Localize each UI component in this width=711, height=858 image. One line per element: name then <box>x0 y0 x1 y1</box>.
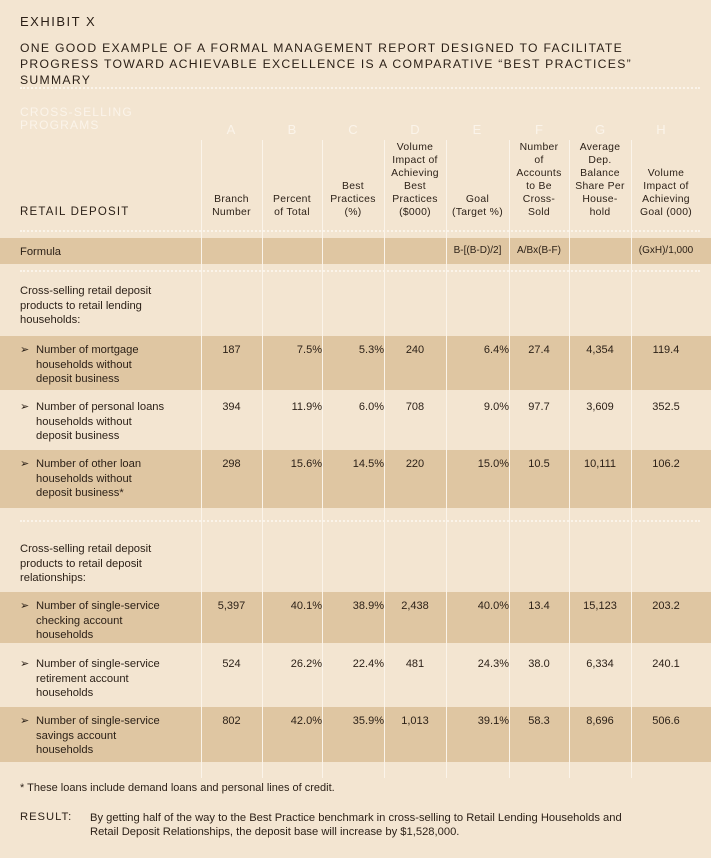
section-1-title: Cross-selling retail deposit products to retail lending households: <box>20 285 152 326</box>
column-header-g: Average Dep. Balance Share Per House- hold <box>575 142 625 218</box>
column-header-a: Branch Number <box>212 194 251 218</box>
cell-f: 97.7 <box>528 401 550 413</box>
cell-b: 42.0% <box>290 715 322 727</box>
cell-b: 15.6% <box>290 458 322 470</box>
formula-h: (GxH)/1,000 <box>638 245 694 256</box>
cell-a: 298 <box>222 458 241 470</box>
row-label: Number of mortgage households without deposit business <box>36 344 139 385</box>
cell-c: 38.9% <box>352 600 384 612</box>
cell-h: 506.6 <box>652 715 680 727</box>
cell-c: 22.4% <box>352 658 384 670</box>
arrow-bullet-icon: ➢ <box>20 715 30 727</box>
cell-c: 35.9% <box>352 715 384 727</box>
cell-d: 240 <box>405 344 425 356</box>
footnote: * These loans include demand loans and personal lines of credit. <box>20 782 335 794</box>
formula-f: A/Bx(B-F) <box>517 245 561 256</box>
dotted-divider <box>20 270 700 272</box>
cell-g: 10,111 <box>583 458 616 470</box>
cell-h: 119.4 <box>652 344 680 356</box>
result-text <box>90 811 700 839</box>
cell-h: 203.2 <box>652 600 680 612</box>
cell-c: 6.0% <box>358 401 384 413</box>
cell-c: 14.5% <box>352 458 384 470</box>
cell-d: 2,438 <box>401 600 429 612</box>
column-letter-b: B <box>287 122 297 137</box>
result-line-2: Retail Deposit Relationships, the deposit base will increase by $1,528,000. <box>90 826 460 838</box>
cell-f: 10.5 <box>528 458 550 470</box>
cell-e: 39.1% <box>477 715 509 727</box>
result-label: RESULT: <box>20 811 73 823</box>
column-header-c: Best Practices (%) <box>330 181 376 218</box>
column-header-h: Volume Impact of Achieving Goal (000) <box>639 168 693 218</box>
column-letter-f: F <box>535 122 543 137</box>
programs-label <box>20 106 133 132</box>
cell-b: 7.5% <box>296 344 322 356</box>
cell-b: 26.2% <box>290 658 322 670</box>
exhibit-label: EXHIBIT X <box>20 14 97 29</box>
cell-e: 15.0% <box>477 458 509 470</box>
cell-g: 8,696 <box>586 715 614 727</box>
retail-deposit-heading: RETAIL DEPOSIT <box>20 206 130 218</box>
programs-label-line-1: CROSS-SELLING <box>20 105 133 119</box>
cell-e: 24.3% <box>477 658 509 670</box>
cell-h: 106.2 <box>652 458 680 470</box>
cell-e: 6.4% <box>483 344 509 356</box>
report-title <box>20 40 700 88</box>
cell-g: 6,334 <box>586 658 614 670</box>
cell-c: 5.3% <box>358 344 384 356</box>
row-label: Number of personal loans households without deposit business <box>36 401 165 442</box>
cell-g: 15,123 <box>583 600 617 612</box>
row-label: Number of other loan households without deposit business* <box>36 458 142 499</box>
formula-e: B-[(B-D)/2] <box>453 245 502 256</box>
cell-a: 802 <box>222 715 241 727</box>
formula-label: Formula <box>20 246 62 258</box>
cell-f: 58.3 <box>528 715 550 727</box>
cell-g: 3,609 <box>586 401 614 413</box>
result-line-1: By getting half of the way to the Best Practice benchmark in cross-selling to Retail Lending Households and <box>90 812 622 824</box>
cell-a: 524 <box>222 658 241 670</box>
cell-a: 5,397 <box>217 600 246 612</box>
cell-d: 481 <box>405 658 425 670</box>
column-header-b: Percent of Total <box>273 194 311 218</box>
arrow-bullet-icon: ➢ <box>20 344 30 356</box>
arrow-bullet-icon: ➢ <box>20 658 30 670</box>
dotted-divider <box>20 87 700 89</box>
cell-f: 27.4 <box>528 344 550 356</box>
cell-a: 187 <box>222 344 241 356</box>
dotted-divider <box>20 230 700 232</box>
column-header-e: Goal (Target %) <box>452 194 503 218</box>
arrow-bullet-icon: ➢ <box>20 401 30 413</box>
dotted-divider <box>20 520 700 522</box>
cell-h: 240.1 <box>652 658 680 670</box>
cell-d: 1,013 <box>401 715 429 727</box>
arrow-bullet-icon: ➢ <box>20 458 30 470</box>
title-line-1: ONE GOOD EXAMPLE OF A FORMAL MANAGEMENT REPORT DESIGNED TO FACILITATE <box>20 41 624 55</box>
column-header-f: Number of Accounts to Be Cross- Sold <box>516 142 562 218</box>
programs-label-line-2: PROGRAMS <box>20 118 100 132</box>
cell-d: 220 <box>405 458 425 470</box>
cell-f: 13.4 <box>528 600 550 612</box>
cell-g: 4,354 <box>586 344 614 356</box>
row-label: Number of single-service savings account households <box>36 715 160 756</box>
column-letter-g: G <box>594 122 606 137</box>
cell-d: 708 <box>405 401 425 413</box>
title-line-2: PROGRESS TOWARD ACHIEVABLE EXCELLENCE IS A COMPARATIVE “BEST PRACTICES” SUMMARY <box>20 57 632 87</box>
column-letter-d: D <box>410 122 420 137</box>
column-letter-h: H <box>656 122 666 137</box>
row-label: Number of single-service retirement account households <box>36 658 160 699</box>
column-letter-a: A <box>226 122 236 137</box>
arrow-bullet-icon: ➢ <box>20 600 30 612</box>
row-label: Number of single-service checking account households <box>36 600 160 641</box>
cell-h: 352.5 <box>652 401 680 413</box>
column-letter-e: E <box>472 122 482 137</box>
cell-b: 40.1% <box>290 600 322 612</box>
cell-b: 11.9% <box>291 401 322 413</box>
section-2-title: Cross-selling retail deposit products to retail deposit relationships: <box>20 543 152 584</box>
column-letter-c: C <box>348 122 358 137</box>
cell-f: 38.0 <box>528 658 550 670</box>
cell-a: 394 <box>222 401 241 413</box>
cell-e: 40.0% <box>477 600 509 612</box>
cell-e: 9.0% <box>483 401 509 413</box>
column-header-d: Volume Impact of Achieving Best Practices ($000) <box>391 142 439 218</box>
